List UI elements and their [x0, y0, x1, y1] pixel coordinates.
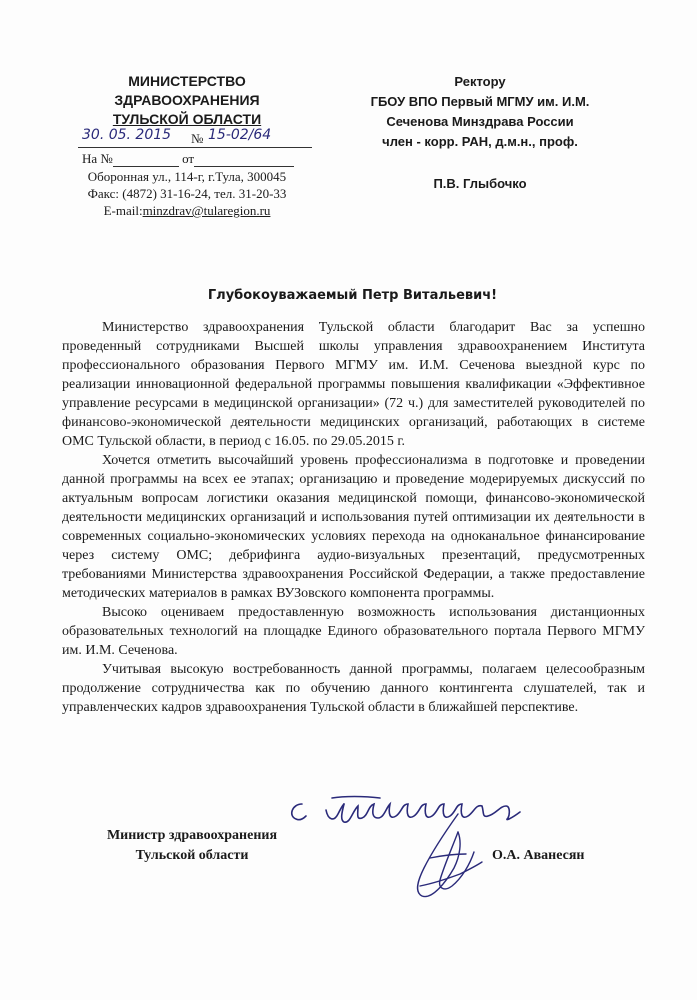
ministry-line-3: ТУЛЬСКОЙ ОБЛАСТИ	[112, 111, 262, 127]
body-paragraph-1: Министерство здравоохранения Тульской области благодарит Вас за успешно проведенный сотрудниками Высшей школы управления здравоохранением Института профессионального образования Первого МГМУ им. И.М. Сеченова выездной курс по реализации инновационной федеральной программы повышения квалификации «Эффективное управление ресурсами в медицинской организации» (72 ч.) для заместителей руководителей по финансово-экономической деятельности медицинских организаций, работающих в системе ОМС Тульской области, в период с 16.05. по 29.05.2015 г.	[62, 320, 645, 449]
signatory-title	[62, 826, 322, 866]
in-reply-label: На №	[82, 151, 113, 166]
body-paragraph-4: Учитывая высокую востребованность данной программы, полагаем целесообразным продолжение сотрудничества как по обучению данного контингента слушателей, так и управленческих кадров здравоохранения Тульской области в ближайшей перспективе.	[62, 662, 645, 715]
letter-body	[62, 318, 645, 717]
recipient-name: П.В. Глыбочко	[433, 176, 527, 191]
recipient-line-4: член - корр. РАН, д.м.н., проф.	[382, 134, 578, 149]
recipient-line-3: Сеченова Минздрава России	[386, 114, 574, 129]
registration-underline	[78, 147, 312, 148]
signature	[400, 808, 490, 913]
signatory-title-line-1: Министр здравоохранения	[106, 828, 278, 843]
sender-block	[62, 72, 312, 219]
recipient-block	[330, 72, 630, 194]
email-label: E-mail:	[103, 203, 143, 218]
registration-line	[62, 127, 312, 151]
email-link[interactable]: minzdrav@tularegion.ru	[142, 203, 271, 218]
registration-number: 15-02/64	[208, 127, 272, 143]
greeting: Глубокоуважаемый Петр Витальевич!	[207, 288, 498, 303]
in-reply-blank	[113, 154, 179, 167]
recipient-line-1: Ректору	[454, 74, 506, 89]
registration-date: 30. 05. 2015	[82, 127, 172, 143]
signature-icon	[400, 808, 490, 908]
ministry-line-1: МИНИСТЕРСТВО	[128, 73, 246, 89]
body-paragraph-3: Высоко оцениваем предоставленную возможность использования дистанционных образовательных технологий на площадке Единого образовательного портала Первого МГМУ им. И.М. Сеченова.	[62, 605, 645, 658]
from-blank	[194, 154, 294, 167]
recipient-line-2: ГБОУ ВПО Первый МГМУ им. И.М.	[370, 94, 590, 109]
signatory-name: О.А. Аванесян	[492, 848, 585, 863]
sender-address: Оборонная ул., 114-г, г.Тула, 300045	[87, 169, 287, 184]
body-paragraph-2: Хочется отметить высочайший уровень профессионализма в подготовке и проведении данной программы на всех ее этапах; организацию и проведение модерируемых дискуссий по актуальным вопросам логистики оказания медицинской помощи, финансово-экономической деятельности медицинских организаций и использования путей оптимизации их деятельности в современных социально-экономических условиях перехода на одноканальное финансирование через систему ОМС; дебрифинга аудио-визуальных презентаций, предусмотренных требованиями Министерства здравоохранения Российской Федерации, а также предоставление методических материалов в рамках ВУЗовского компонента программы.	[62, 453, 645, 601]
in-reply-line	[62, 151, 312, 168]
signatory-title-line-2: Тульской области	[135, 848, 249, 863]
ministry-name	[62, 72, 312, 129]
from-label: от	[182, 151, 195, 166]
number-symbol: №	[191, 131, 204, 146]
sender-email-line	[62, 202, 312, 219]
sender-phone: Факс: (4872) 31-16-24, тел. 31-20-33	[87, 186, 287, 201]
ministry-line-2: ЗДРАВООХРАНЕНИЯ	[114, 92, 260, 108]
